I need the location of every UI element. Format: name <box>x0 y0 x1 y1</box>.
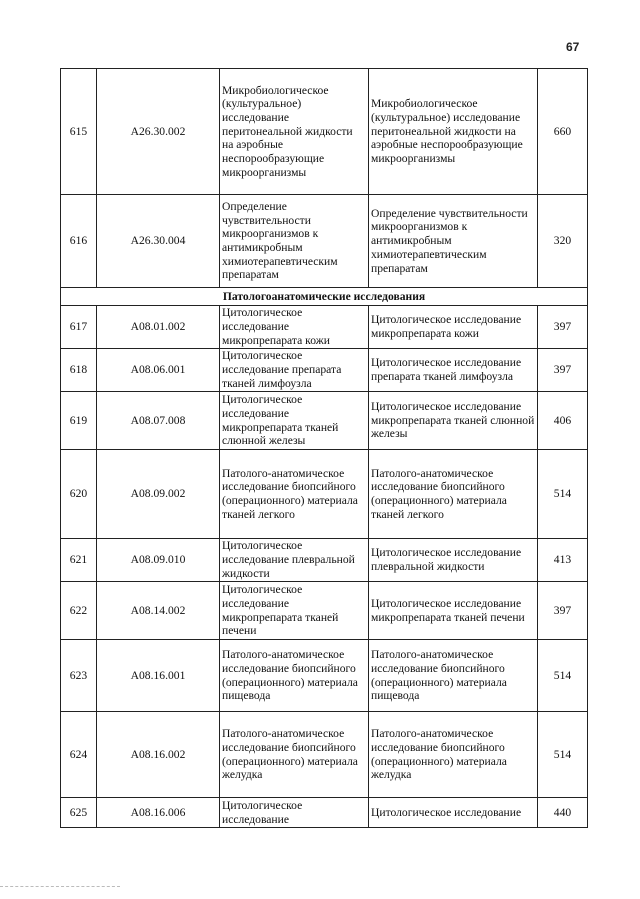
service-price: 514 <box>538 640 588 712</box>
service-code: A26.30.004 <box>97 195 220 288</box>
service-price: 397 <box>538 582 588 640</box>
service-price: 660 <box>538 69 588 195</box>
price-table-body <box>61 69 588 828</box>
service-price: 397 <box>538 306 588 349</box>
service-name: Патолого-анатомическое исследование биопсийного (операционного) материала пищевода <box>220 640 369 712</box>
table-row <box>61 539 588 582</box>
service-code: A08.14.002 <box>97 582 220 640</box>
service-name-2: Микробиологическое (культуральное) исследование перитонеальной жидкости на аэробные неспорообразующие микроорганизмы <box>369 69 538 195</box>
service-name: Цитологическое исследование <box>220 798 369 828</box>
service-name-2: Цитологическое исследование плевральной жидкости <box>369 539 538 582</box>
price-table <box>60 68 588 828</box>
service-name-2: Цитологическое исследование микропрепарата кожи <box>369 306 538 349</box>
service-name-2: Патолого-анатомическое исследование биопсийного (операционного) материала пищевода <box>369 640 538 712</box>
service-name-2: Цитологическое исследование <box>369 798 538 828</box>
service-code: A08.07.008 <box>97 392 220 450</box>
row-number: 617 <box>61 306 97 349</box>
scan-edge-marks <box>0 886 120 890</box>
service-price: 413 <box>538 539 588 582</box>
service-code: A08.01.002 <box>97 306 220 349</box>
table-row <box>61 306 588 349</box>
service-code: A08.16.006 <box>97 798 220 828</box>
service-code: A08.06.001 <box>97 349 220 392</box>
row-number: 622 <box>61 582 97 640</box>
service-name: Определение чувствительности микроорганизмов к антимикробным химиотерапевтическим препаратам <box>220 195 369 288</box>
row-number: 620 <box>61 450 97 539</box>
service-code: A26.30.002 <box>97 69 220 195</box>
service-name: Цитологическое исследование препарата тканей лимфоузла <box>220 349 369 392</box>
service-code: A08.16.002 <box>97 712 220 798</box>
service-price: 514 <box>538 450 588 539</box>
table-row <box>61 450 588 539</box>
row-number: 623 <box>61 640 97 712</box>
table-row <box>61 69 588 195</box>
table-row <box>61 798 588 828</box>
page-number: 67 <box>566 40 580 54</box>
service-code: A08.09.002 <box>97 450 220 539</box>
service-name-2: Цитологическое исследование микропрепарата тканей печени <box>369 582 538 640</box>
table-row <box>61 582 588 640</box>
service-name-2: Цитологическое исследование микропрепарата тканей слюнной железы <box>369 392 538 450</box>
table-row <box>61 712 588 798</box>
service-name-2: Определение чувствительности микроорганизмов к антимикробным химиотерапевтическим препаратам <box>369 195 538 288</box>
service-code: A08.09.010 <box>97 539 220 582</box>
service-price: 514 <box>538 712 588 798</box>
row-number: 618 <box>61 349 97 392</box>
service-name: Цитологическое исследование микропрепарата кожи <box>220 306 369 349</box>
service-price: 406 <box>538 392 588 450</box>
row-number: 624 <box>61 712 97 798</box>
row-number: 615 <box>61 69 97 195</box>
service-code: A08.16.001 <box>97 640 220 712</box>
service-name: Микробиологическое (культуральное) исследование перитонеальной жидкости на аэробные неспорообразующие микроорганизмы <box>220 69 369 195</box>
service-name: Цитологическое исследование микропрепарата тканей слюнной железы <box>220 392 369 450</box>
table-row <box>61 640 588 712</box>
table-row <box>61 392 588 450</box>
service-name: Цитологическое исследование микропрепарата тканей печени <box>220 582 369 640</box>
service-name-2: Цитологическое исследование препарата тканей лимфоузла <box>369 349 538 392</box>
service-name-2: Патолого-анатомическое исследование биопсийного (операционного) материала желудка <box>369 712 538 798</box>
service-name: Цитологическое исследование плевральной жидкости <box>220 539 369 582</box>
service-name-2: Патолого-анатомическое исследование биопсийного (операционного) материала тканей легкого <box>369 450 538 539</box>
table-row <box>61 195 588 288</box>
row-number: 616 <box>61 195 97 288</box>
service-price: 397 <box>538 349 588 392</box>
row-number: 625 <box>61 798 97 828</box>
table-row <box>61 349 588 392</box>
row-number: 619 <box>61 392 97 450</box>
section-title: Патологоанатомические исследования <box>61 288 588 306</box>
section-header-row <box>61 288 588 306</box>
service-name: Патолого-анатомическое исследование биопсийного (операционного) материала желудка <box>220 712 369 798</box>
service-name: Патолого-анатомическое исследование биопсийного (операционного) материала тканей легкого <box>220 450 369 539</box>
service-price: 320 <box>538 195 588 288</box>
service-price: 440 <box>538 798 588 828</box>
row-number: 621 <box>61 539 97 582</box>
